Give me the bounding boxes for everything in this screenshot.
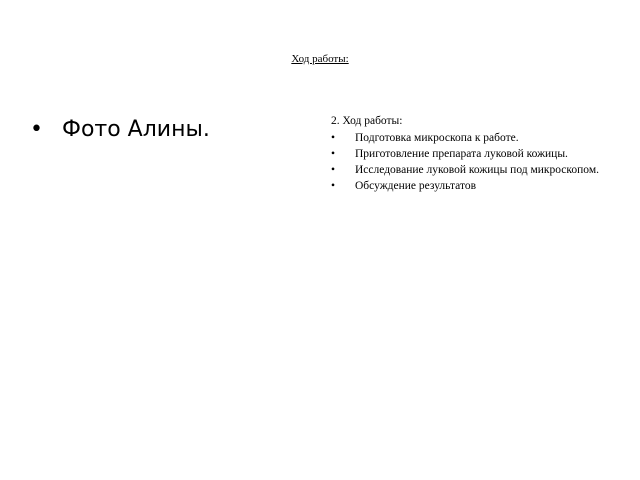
work-step-text: Обсуждение результатов — [355, 180, 477, 192]
work-step-text: Исследование луковой кожицы под микроскопом. — [355, 164, 599, 176]
work-steps-heading: 2. Ход работы: — [331, 115, 403, 127]
photo-caption-list — [30, 115, 210, 145]
list-item — [331, 180, 616, 193]
list-item — [331, 132, 616, 145]
work-steps-list — [331, 132, 616, 193]
photo-caption: Фото Алины. — [62, 117, 210, 142]
bullet-icon: • — [331, 132, 336, 144]
work-step-text: Приготовление препарата луковой кожицы. — [355, 148, 568, 160]
bullet-icon: • — [331, 148, 336, 160]
list-item — [30, 115, 210, 145]
bullet-icon: • — [331, 180, 336, 192]
work-steps-block — [331, 115, 616, 196]
list-item — [331, 148, 616, 161]
list-item — [331, 164, 616, 177]
bullet-icon: • — [30, 117, 43, 142]
work-step-text: Подготовка микроскопа к работе. — [355, 132, 519, 144]
bullet-icon: • — [331, 164, 336, 176]
slide-title-text: Ход работы: — [291, 53, 349, 65]
slide-title — [0, 52, 640, 66]
